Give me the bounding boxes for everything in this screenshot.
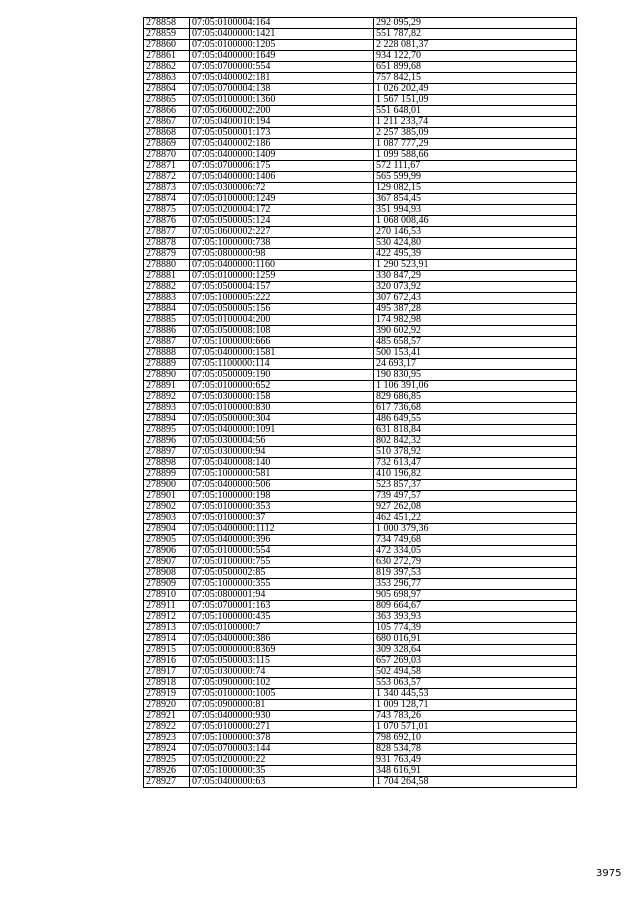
table-row	[144, 590, 577, 601]
row-number-cell: 278887	[144, 337, 190, 348]
row-number-cell: 278914	[144, 634, 190, 645]
cadastral-number-cell: 07:05:0400010:194	[190, 117, 374, 128]
table-row	[144, 755, 577, 766]
row-number-cell: 278863	[144, 73, 190, 84]
value-cell: 1 340 445,53	[374, 689, 577, 700]
row-number-cell: 278867	[144, 117, 190, 128]
value-cell: 2 228 081,37	[374, 40, 577, 51]
value-cell: 190 830,95	[374, 370, 577, 381]
value-cell: 657 269,03	[374, 656, 577, 667]
row-number-cell: 278898	[144, 458, 190, 469]
cadastral-number-cell: 07:05:0100000:271	[190, 722, 374, 733]
row-number-cell: 278858	[144, 18, 190, 29]
value-cell: 828 534,78	[374, 744, 577, 755]
cadastral-number-cell: 07:05:1000000:378	[190, 733, 374, 744]
table-row	[144, 557, 577, 568]
cadastral-number-cell: 07:05:0100004:164	[190, 18, 374, 29]
value-cell: 551 648,01	[374, 106, 577, 117]
value-cell: 530 424,80	[374, 238, 577, 249]
row-number-cell: 278885	[144, 315, 190, 326]
table-row	[144, 425, 577, 436]
value-cell: 292 095,29	[374, 18, 577, 29]
table-row	[144, 40, 577, 51]
value-cell: 757 842,15	[374, 73, 577, 84]
row-number-cell: 278877	[144, 227, 190, 238]
value-cell: 1 068 008,46	[374, 216, 577, 227]
value-cell: 934 122,70	[374, 51, 577, 62]
table-row	[144, 183, 577, 194]
table-row	[144, 546, 577, 557]
table-row	[144, 62, 577, 73]
value-cell: 1 567 151,09	[374, 95, 577, 106]
table-row	[144, 128, 577, 139]
value-cell: 802 842,32	[374, 436, 577, 447]
table-row	[144, 359, 577, 370]
page-number: 3975	[596, 868, 622, 879]
row-number-cell: 278864	[144, 84, 190, 95]
cadastral-number-cell: 07:05:0400000:1421	[190, 29, 374, 40]
cadastral-number-cell: 07:05:0700000:554	[190, 62, 374, 73]
cadastral-number-cell: 07:05:0400000:1406	[190, 172, 374, 183]
row-number-cell: 278915	[144, 645, 190, 656]
table-row	[144, 502, 577, 513]
row-number-cell: 278926	[144, 766, 190, 777]
cadastral-number-cell: 07:05:0100000:1205	[190, 40, 374, 51]
cadastral-number-cell: 07:05:0100000:830	[190, 403, 374, 414]
row-number-cell: 278927	[144, 777, 190, 788]
row-number-cell: 278894	[144, 414, 190, 425]
value-cell: 462 451,22	[374, 513, 577, 524]
table-row	[144, 491, 577, 502]
cadastral-number-cell: 07:05:0400000:1160	[190, 260, 374, 271]
cadastral-number-cell: 07:05:0100000:1259	[190, 271, 374, 282]
value-cell: 1 070 571,01	[374, 722, 577, 733]
table-row	[144, 601, 577, 612]
cadastral-number-cell: 07:05:0500000:304	[190, 414, 374, 425]
row-number-cell: 278924	[144, 744, 190, 755]
row-number-cell: 278889	[144, 359, 190, 370]
cadastral-number-cell: 07:05:0500003:115	[190, 656, 374, 667]
cadastral-number-cell: 07:05:0500005:124	[190, 216, 374, 227]
row-number-cell: 278888	[144, 348, 190, 359]
row-number-cell: 278916	[144, 656, 190, 667]
row-number-cell: 278907	[144, 557, 190, 568]
cadastral-number-cell: 07:05:0400000:386	[190, 634, 374, 645]
table-row	[144, 447, 577, 458]
value-cell: 631 818,84	[374, 425, 577, 436]
cadastral-number-cell: 07:05:1000005:222	[190, 293, 374, 304]
table-row	[144, 667, 577, 678]
cadastral-number-cell: 07:05:0100000:7	[190, 623, 374, 634]
value-cell: 553 063,57	[374, 678, 577, 689]
value-cell: 309 328,64	[374, 645, 577, 656]
table-row	[144, 249, 577, 260]
table-row	[144, 623, 577, 634]
cadastral-number-cell: 07:05:0400000:1581	[190, 348, 374, 359]
table-row	[144, 117, 577, 128]
row-number-cell: 278860	[144, 40, 190, 51]
cadastral-number-cell: 07:05:0100000:37	[190, 513, 374, 524]
table-row	[144, 293, 577, 304]
value-cell: 330 847,29	[374, 271, 577, 282]
cadastral-number-cell: 07:05:0800001:94	[190, 590, 374, 601]
table-row	[144, 194, 577, 205]
row-number-cell: 278899	[144, 469, 190, 480]
value-cell: 422 495,39	[374, 249, 577, 260]
value-cell: 680 016,91	[374, 634, 577, 645]
cadastral-number-cell: 07:05:1000000:435	[190, 612, 374, 623]
value-cell: 551 787,82	[374, 29, 577, 40]
cadastral-number-cell: 07:05:0900000:81	[190, 700, 374, 711]
table-row	[144, 150, 577, 161]
table-row	[144, 172, 577, 183]
value-cell: 1 106 391,06	[374, 381, 577, 392]
cadastral-number-cell: 07:05:0100000:1005	[190, 689, 374, 700]
value-cell: 927 262,08	[374, 502, 577, 513]
cadastral-number-cell: 07:05:0100000:1360	[190, 95, 374, 106]
row-number-cell: 278905	[144, 535, 190, 546]
value-cell: 1 211 233,74	[374, 117, 577, 128]
row-number-cell: 278875	[144, 205, 190, 216]
cadastral-number-cell: 07:05:0400000:1409	[190, 150, 374, 161]
table-row	[144, 777, 577, 788]
value-cell: 1 087 777,29	[374, 139, 577, 150]
row-number-cell: 278861	[144, 51, 190, 62]
value-cell: 931 763,49	[374, 755, 577, 766]
value-cell: 565 599,99	[374, 172, 577, 183]
value-cell: 651 899,68	[374, 62, 577, 73]
row-number-cell: 278870	[144, 150, 190, 161]
cadastral-number-cell: 07:05:0400000:63	[190, 777, 374, 788]
value-cell: 739 497,57	[374, 491, 577, 502]
row-number-cell: 278878	[144, 238, 190, 249]
table-row	[144, 392, 577, 403]
cadastral-number-cell: 07:05:0600002:227	[190, 227, 374, 238]
value-cell: 809 664,67	[374, 601, 577, 612]
value-cell: 798 692,10	[374, 733, 577, 744]
value-cell: 829 686,85	[374, 392, 577, 403]
table-row	[144, 689, 577, 700]
table-row	[144, 535, 577, 546]
table-row	[144, 711, 577, 722]
value-cell: 24 693,17	[374, 359, 577, 370]
cadastral-number-cell: 07:05:0300006:72	[190, 183, 374, 194]
cadastral-number-cell: 07:05:0600002:200	[190, 106, 374, 117]
cadastral-number-cell: 07:05:0300000:74	[190, 667, 374, 678]
row-number-cell: 278922	[144, 722, 190, 733]
table-row	[144, 260, 577, 271]
row-number-cell: 278908	[144, 568, 190, 579]
table-row	[144, 403, 577, 414]
row-number-cell: 278873	[144, 183, 190, 194]
row-number-cell: 278874	[144, 194, 190, 205]
row-number-cell: 278901	[144, 491, 190, 502]
cadastral-number-cell: 07:05:0300004:56	[190, 436, 374, 447]
table-row	[144, 579, 577, 590]
table-row	[144, 722, 577, 733]
table-row	[144, 29, 577, 40]
row-number-cell: 278869	[144, 139, 190, 150]
value-cell: 905 698,97	[374, 590, 577, 601]
value-cell: 743 783,26	[374, 711, 577, 722]
table-row	[144, 612, 577, 623]
value-cell: 105 774,39	[374, 623, 577, 634]
row-number-cell: 278910	[144, 590, 190, 601]
cadastral-number-cell: 07:05:1000000:666	[190, 337, 374, 348]
cadastral-number-cell: 07:05:0500009:190	[190, 370, 374, 381]
value-cell: 174 982,98	[374, 315, 577, 326]
table-row	[144, 414, 577, 425]
row-number-cell: 278893	[144, 403, 190, 414]
table-row	[144, 337, 577, 348]
value-cell: 617 736,68	[374, 403, 577, 414]
table-row	[144, 282, 577, 293]
row-number-cell: 278859	[144, 29, 190, 40]
row-number-cell: 278882	[144, 282, 190, 293]
value-cell: 353 296,77	[374, 579, 577, 590]
data-table	[143, 17, 577, 788]
value-cell: 734 749,68	[374, 535, 577, 546]
table-row	[144, 469, 577, 480]
cadastral-number-cell: 07:05:1000000:355	[190, 579, 374, 590]
table-row	[144, 227, 577, 238]
row-number-cell: 278911	[144, 601, 190, 612]
table-row	[144, 271, 577, 282]
table-row	[144, 370, 577, 381]
cadastral-number-cell: 07:05:0400000:1112	[190, 524, 374, 535]
value-cell: 1 704 264,58	[374, 777, 577, 788]
row-number-cell: 278918	[144, 678, 190, 689]
cadastral-number-cell: 07:05:0500001:173	[190, 128, 374, 139]
table-row	[144, 568, 577, 579]
cadastral-number-cell: 07:05:0300000:158	[190, 392, 374, 403]
cadastral-number-cell: 07:05:0700001:163	[190, 601, 374, 612]
cadastral-number-cell: 07:05:0400000:1091	[190, 425, 374, 436]
table-row	[144, 315, 577, 326]
value-cell: 500 153,41	[374, 348, 577, 359]
cadastral-number-cell: 07:05:0500005:156	[190, 304, 374, 315]
row-number-cell: 278884	[144, 304, 190, 315]
cadastral-number-cell: 07:05:0400000:506	[190, 480, 374, 491]
value-cell: 1 026 202,49	[374, 84, 577, 95]
row-number-cell: 278876	[144, 216, 190, 227]
value-cell: 367 854,45	[374, 194, 577, 205]
table-row	[144, 304, 577, 315]
table-row	[144, 744, 577, 755]
table-row	[144, 216, 577, 227]
row-number-cell: 278872	[144, 172, 190, 183]
value-cell: 2 257 385,09	[374, 128, 577, 139]
row-number-cell: 278881	[144, 271, 190, 282]
table-row	[144, 381, 577, 392]
table-row	[144, 656, 577, 667]
row-number-cell: 278886	[144, 326, 190, 337]
row-number-cell: 278920	[144, 700, 190, 711]
table-row	[144, 73, 577, 84]
cadastral-number-cell: 07:05:0100000:1249	[190, 194, 374, 205]
value-cell: 363 393,93	[374, 612, 577, 623]
cadastral-number-cell: 07:05:1100000:114	[190, 359, 374, 370]
table-row	[144, 645, 577, 656]
row-number-cell: 278896	[144, 436, 190, 447]
row-number-cell: 278904	[144, 524, 190, 535]
value-cell: 1 099 588,66	[374, 150, 577, 161]
row-number-cell: 278909	[144, 579, 190, 590]
value-cell: 495 387,28	[374, 304, 577, 315]
row-number-cell: 278871	[144, 161, 190, 172]
value-cell: 630 272,79	[374, 557, 577, 568]
value-cell: 819 397,53	[374, 568, 577, 579]
table-row	[144, 700, 577, 711]
cadastral-number-cell: 07:05:0500004:157	[190, 282, 374, 293]
value-cell: 472 334,05	[374, 546, 577, 557]
cadastral-number-cell: 07:05:0400002:186	[190, 139, 374, 150]
row-number-cell: 278917	[144, 667, 190, 678]
table-row	[144, 139, 577, 150]
row-number-cell: 278866	[144, 106, 190, 117]
cadastral-number-cell: 07:05:0200000:22	[190, 755, 374, 766]
table-row	[144, 524, 577, 535]
row-number-cell: 278903	[144, 513, 190, 524]
row-number-cell: 278891	[144, 381, 190, 392]
cadastral-number-cell: 07:05:0400008:140	[190, 458, 374, 469]
value-cell: 1 290 523,91	[374, 260, 577, 271]
table-row	[144, 480, 577, 491]
table-row	[144, 348, 577, 359]
value-cell: 307 672,43	[374, 293, 577, 304]
cadastral-number-cell: 07:05:1000000:35	[190, 766, 374, 777]
row-number-cell: 278868	[144, 128, 190, 139]
row-number-cell: 278895	[144, 425, 190, 436]
table-row	[144, 18, 577, 29]
value-cell: 510 378,92	[374, 447, 577, 458]
table-row	[144, 51, 577, 62]
table-body	[144, 18, 577, 788]
row-number-cell: 278900	[144, 480, 190, 491]
value-cell: 348 616,91	[374, 766, 577, 777]
value-cell: 270 146,53	[374, 227, 577, 238]
cadastral-number-cell: 07:05:0100000:554	[190, 546, 374, 557]
table-row	[144, 678, 577, 689]
cadastral-number-cell: 07:05:0800000:98	[190, 249, 374, 260]
table-row	[144, 766, 577, 777]
cadastral-number-cell: 07:05:0500008:108	[190, 326, 374, 337]
table-row	[144, 436, 577, 447]
table-row	[144, 205, 577, 216]
row-number-cell: 278883	[144, 293, 190, 304]
value-cell: 523 857,37	[374, 480, 577, 491]
row-number-cell: 278921	[144, 711, 190, 722]
cadastral-number-cell: 07:05:0400000:930	[190, 711, 374, 722]
cadastral-number-cell: 07:05:0400000:1649	[190, 51, 374, 62]
cadastral-number-cell: 07:05:0400002:181	[190, 73, 374, 84]
row-number-cell: 278912	[144, 612, 190, 623]
table-row	[144, 733, 577, 744]
cadastral-number-cell: 07:05:0300000:94	[190, 447, 374, 458]
cadastral-number-cell: 07:05:0100000:353	[190, 502, 374, 513]
row-number-cell: 278865	[144, 95, 190, 106]
row-number-cell: 278890	[144, 370, 190, 381]
value-cell: 486 649,55	[374, 414, 577, 425]
cadastral-number-cell: 07:05:0200004:172	[190, 205, 374, 216]
cadastral-number-cell: 07:05:1000000:198	[190, 491, 374, 502]
cadastral-number-cell: 07:05:0400000:396	[190, 535, 374, 546]
table-row	[144, 326, 577, 337]
row-number-cell: 278879	[144, 249, 190, 260]
row-number-cell: 278897	[144, 447, 190, 458]
value-cell: 129 082,15	[374, 183, 577, 194]
value-cell: 320 073,92	[374, 282, 577, 293]
table-row	[144, 84, 577, 95]
cadastral-number-cell: 07:05:0100004:200	[190, 315, 374, 326]
cadastral-number-cell: 07:05:0100000:652	[190, 381, 374, 392]
cadastral-number-cell: 07:05:1000000:581	[190, 469, 374, 480]
table-row	[144, 161, 577, 172]
value-cell: 410 196,82	[374, 469, 577, 480]
value-cell: 1 000 379,36	[374, 524, 577, 535]
value-cell: 572 111,67	[374, 161, 577, 172]
cadastral-number-cell: 07:05:1000000:738	[190, 238, 374, 249]
cadastral-number-cell: 07:05:0700004:138	[190, 84, 374, 95]
table-row	[144, 106, 577, 117]
cadastral-number-cell: 07:05:0100000:755	[190, 557, 374, 568]
value-cell: 1 009 128,71	[374, 700, 577, 711]
row-number-cell: 278906	[144, 546, 190, 557]
row-number-cell: 278913	[144, 623, 190, 634]
row-number-cell: 278902	[144, 502, 190, 513]
row-number-cell: 278923	[144, 733, 190, 744]
value-cell: 732 613,47	[374, 458, 577, 469]
row-number-cell: 278862	[144, 62, 190, 73]
table-row	[144, 95, 577, 106]
row-number-cell: 278925	[144, 755, 190, 766]
value-cell: 485 658,57	[374, 337, 577, 348]
cadastral-number-cell: 07:05:0500002:85	[190, 568, 374, 579]
value-cell: 390 602,92	[374, 326, 577, 337]
table-row	[144, 634, 577, 645]
cadastral-number-cell: 07:05:0900000:102	[190, 678, 374, 689]
row-number-cell: 278919	[144, 689, 190, 700]
table-row	[144, 513, 577, 524]
table-row	[144, 458, 577, 469]
value-cell: 502 494,58	[374, 667, 577, 678]
cadastral-number-cell: 07:05:0700003:144	[190, 744, 374, 755]
row-number-cell: 278880	[144, 260, 190, 271]
value-cell: 351 994,93	[374, 205, 577, 216]
cadastral-number-cell: 07:05:0700006:175	[190, 161, 374, 172]
table-row	[144, 238, 577, 249]
row-number-cell: 278892	[144, 392, 190, 403]
cadastral-number-cell: 07:05:0000000:8369	[190, 645, 374, 656]
